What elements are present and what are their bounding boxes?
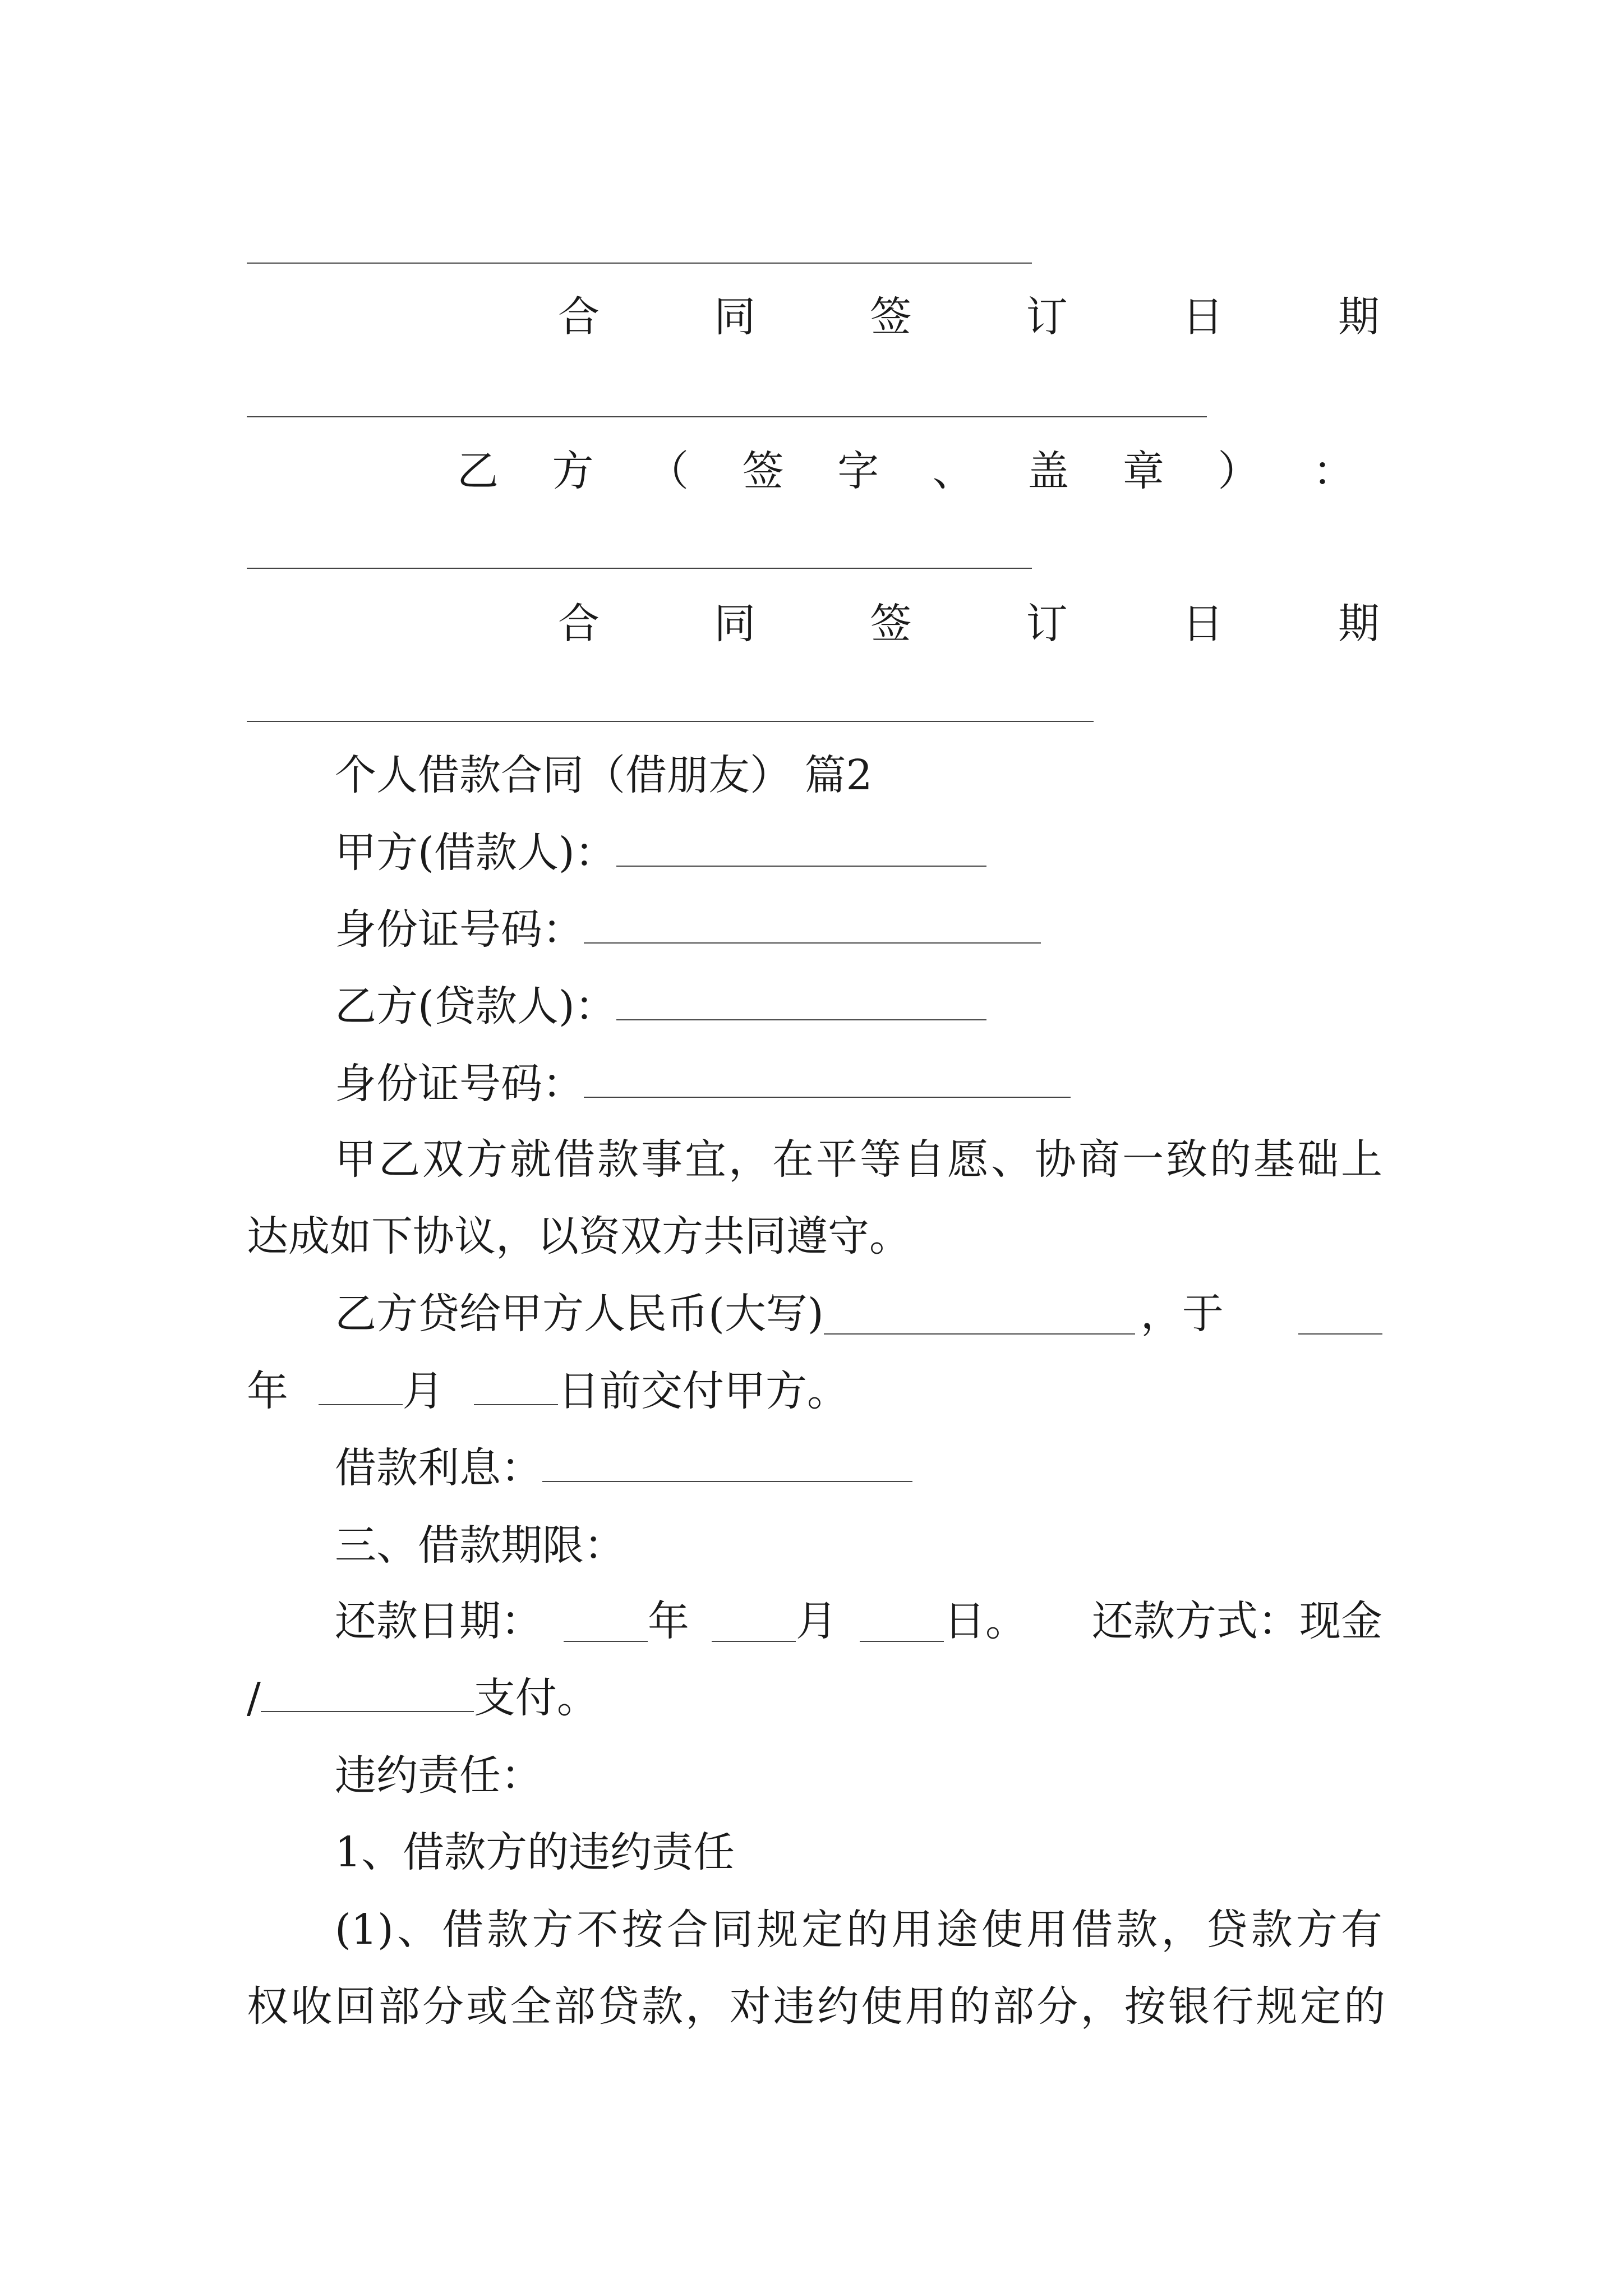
char: 盖	[1027, 447, 1069, 495]
char: 、	[932, 447, 974, 495]
loan-day-blank[interactable]	[474, 1373, 558, 1405]
char: 期	[1338, 600, 1380, 648]
intro-paragraph-line1: 甲乙双方就借款事宜，在平等自愿、协商一致的基础上	[335, 1135, 1382, 1184]
party-a-label: 甲方(借款人)：	[335, 829, 616, 877]
id-number-b-field	[335, 1060, 1473, 1108]
char: ：	[1312, 447, 1354, 495]
char: （	[647, 447, 689, 495]
loan-amount-blank[interactable]	[824, 1302, 1135, 1335]
signature-line	[247, 263, 1032, 264]
repay-month-blank[interactable]	[712, 1609, 796, 1642]
char: 日	[1182, 600, 1224, 648]
char: 签	[870, 293, 912, 341]
signature-line	[247, 568, 1032, 569]
char: 同	[714, 600, 756, 648]
id-number-a-blank[interactable]	[584, 911, 1041, 944]
term-heading: 三、借款期限：	[335, 1521, 625, 1570]
party-b-field	[335, 982, 1473, 1030]
char: 字	[837, 447, 879, 495]
date-fill-line	[247, 416, 1207, 417]
party-b-blank[interactable]	[616, 988, 986, 1020]
breach-item-1-1-line2: 权收回部分或全部贷款，对违约使用的部分，按银行规定的	[247, 1982, 1385, 2031]
char: 签	[870, 600, 912, 648]
interest-label: 借款利息：	[335, 1444, 542, 1492]
loan-amount-line2: 年 月 日前交付甲方。	[247, 1367, 849, 1415]
payment-method-blank[interactable]	[261, 1680, 474, 1712]
char: 订	[1026, 293, 1068, 341]
char: 乙	[457, 447, 499, 495]
char: 方	[552, 447, 594, 495]
loan-month-blank[interactable]	[319, 1373, 403, 1405]
party-a-blank[interactable]	[616, 834, 986, 867]
party-a-field	[335, 829, 1473, 877]
char: 同	[714, 293, 756, 341]
char: ）	[1218, 447, 1260, 495]
intro-paragraph-line2: 达成如下协议，以资双方共同遵守。	[247, 1212, 911, 1260]
id-number-b-blank[interactable]	[584, 1065, 1071, 1098]
repayment-line1: 还款日期： 年 月 日。 还款方式：现金	[335, 1597, 1382, 1645]
char: 章	[1122, 447, 1164, 495]
breach-heading: 违约责任：	[335, 1751, 542, 1800]
party-b-signature-label	[457, 447, 1354, 495]
repay-day-blank[interactable]	[860, 1609, 944, 1642]
date-fill-line	[247, 721, 1094, 722]
char: 期	[1338, 293, 1380, 341]
char: 订	[1026, 600, 1068, 648]
interest-field	[335, 1444, 1473, 1492]
id-number-b-label: 身份证号码：	[335, 1060, 584, 1108]
repay-year-blank[interactable]	[564, 1609, 648, 1642]
repayment-line2: / 支付。	[247, 1674, 598, 1722]
loan-amount-line1: 乙方贷给甲方人民币(大写) ，于	[335, 1293, 1382, 1335]
loan-year-blank[interactable]	[1298, 1302, 1382, 1335]
contract-heading: 个人借款合同（借朋友） 篇2	[335, 751, 873, 799]
contract-date-label	[558, 293, 1380, 341]
contract-date-label	[558, 600, 1380, 648]
id-number-a-label: 身份证号码：	[335, 905, 584, 954]
id-number-a-field	[335, 905, 1473, 954]
char: 日	[1182, 293, 1224, 341]
char: 合	[558, 600, 600, 648]
breach-item-1: 1、借款方的违约责任	[335, 1828, 735, 1876]
char: 合	[558, 293, 600, 341]
interest-blank[interactable]	[542, 1450, 912, 1482]
breach-item-1-1-line1: (1)、借款方不按合同规定的用途使用借款，贷款方有	[335, 1906, 1382, 1954]
char: 签	[742, 447, 784, 495]
party-b-label: 乙方(贷款人)：	[335, 982, 616, 1030]
